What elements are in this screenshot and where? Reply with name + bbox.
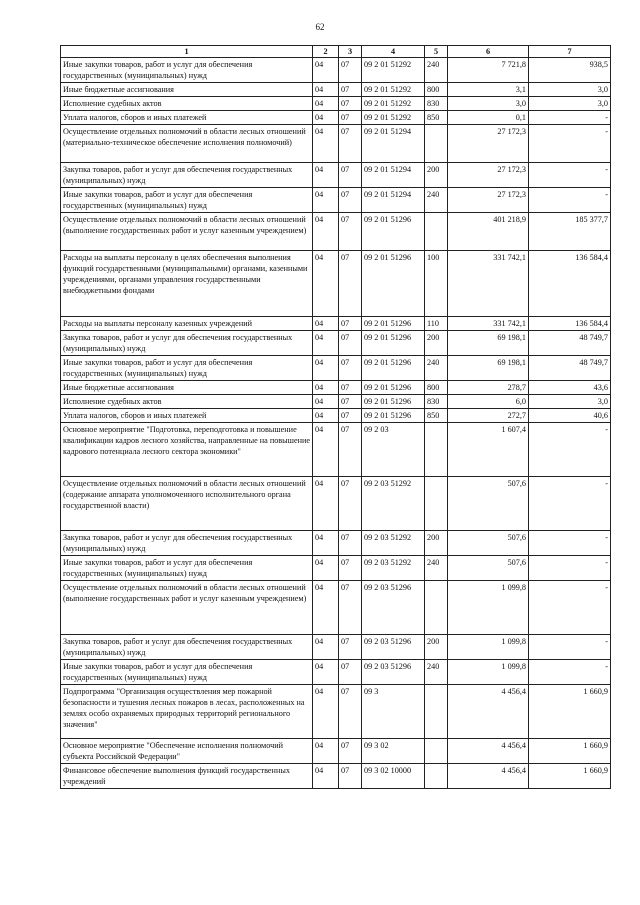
cell-amount-6: 507,6 bbox=[448, 531, 529, 556]
cell-target-article: 09 2 03 51292 bbox=[362, 477, 425, 531]
cell-section: 04 bbox=[313, 556, 339, 581]
cell-target-article: 09 2 01 51296 bbox=[362, 381, 425, 395]
table-row bbox=[61, 531, 611, 556]
header-col-6: 6 bbox=[448, 46, 529, 58]
table-row bbox=[61, 125, 611, 163]
cell-subsection: 07 bbox=[339, 251, 362, 317]
table-row bbox=[61, 356, 611, 381]
table-row bbox=[61, 58, 611, 83]
table-row bbox=[61, 581, 611, 635]
cell-name: Иные бюджетные ассигнования bbox=[61, 381, 313, 395]
cell-section: 04 bbox=[313, 423, 339, 477]
cell-target-article: 09 2 03 51296 bbox=[362, 581, 425, 635]
cell-target-article: 09 2 01 51296 bbox=[362, 395, 425, 409]
cell-section: 04 bbox=[313, 635, 339, 660]
cell-amount-7: 136 584,4 bbox=[529, 251, 611, 317]
cell-amount-6: 4 456,4 bbox=[448, 739, 529, 764]
cell-expense-type: 110 bbox=[425, 317, 448, 331]
cell-expense-type bbox=[425, 581, 448, 635]
cell-amount-7: - bbox=[529, 660, 611, 685]
table-row bbox=[61, 423, 611, 477]
table-header-row bbox=[61, 46, 611, 58]
cell-target-article: 09 2 03 51296 bbox=[362, 660, 425, 685]
cell-section: 04 bbox=[313, 188, 339, 213]
cell-amount-6: 401 218,9 bbox=[448, 213, 529, 251]
cell-amount-6: 1 099,8 bbox=[448, 635, 529, 660]
table-row bbox=[61, 395, 611, 409]
cell-subsection: 07 bbox=[339, 685, 362, 739]
cell-expense-type: 200 bbox=[425, 531, 448, 556]
cell-target-article: 09 2 01 51292 bbox=[362, 83, 425, 97]
page-number: 62 bbox=[315, 22, 325, 32]
cell-name: Подпрограмма "Организация осуществления мер пожарной безопасности и тушения лесных пожаров в лесах, расположенных на землях особо охраняемых природных территорий регионального значения" bbox=[61, 685, 313, 739]
cell-amount-7: - bbox=[529, 635, 611, 660]
cell-subsection: 07 bbox=[339, 97, 362, 111]
table-row bbox=[61, 317, 611, 331]
cell-subsection: 07 bbox=[339, 213, 362, 251]
cell-target-article: 09 2 03 51296 bbox=[362, 635, 425, 660]
cell-amount-6: 331 742,1 bbox=[448, 317, 529, 331]
cell-name: Исполнение судебных актов bbox=[61, 97, 313, 111]
cell-subsection: 07 bbox=[339, 409, 362, 423]
cell-name: Закупка товаров, работ и услуг для обеспечения государственных (муниципальных) нужд bbox=[61, 331, 313, 356]
cell-expense-type: 830 bbox=[425, 97, 448, 111]
cell-amount-7: - bbox=[529, 477, 611, 531]
cell-name: Исполнение судебных актов bbox=[61, 395, 313, 409]
budget-table bbox=[60, 45, 611, 789]
table-row bbox=[61, 764, 611, 789]
cell-subsection: 07 bbox=[339, 581, 362, 635]
cell-amount-6: 507,6 bbox=[448, 477, 529, 531]
cell-name: Уплата налогов, сборов и иных платежей bbox=[61, 409, 313, 423]
cell-subsection: 07 bbox=[339, 395, 362, 409]
cell-name: Уплата налогов, сборов и иных платежей bbox=[61, 111, 313, 125]
cell-section: 04 bbox=[313, 251, 339, 317]
cell-amount-6: 27 172,3 bbox=[448, 125, 529, 163]
cell-subsection: 07 bbox=[339, 381, 362, 395]
cell-section: 04 bbox=[313, 58, 339, 83]
cell-amount-6: 69 198,1 bbox=[448, 356, 529, 381]
cell-subsection: 07 bbox=[339, 125, 362, 163]
table-row bbox=[61, 660, 611, 685]
cell-expense-type: 850 bbox=[425, 409, 448, 423]
cell-name: Осуществление отдельных полномочий в области лесных отношений (содержание аппарата уполномоченного исполнительного органа государственной власти) bbox=[61, 477, 313, 531]
cell-expense-type bbox=[425, 685, 448, 739]
cell-amount-6: 27 172,3 bbox=[448, 188, 529, 213]
table-row bbox=[61, 409, 611, 423]
cell-amount-6: 272,7 bbox=[448, 409, 529, 423]
cell-expense-type: 830 bbox=[425, 395, 448, 409]
cell-name: Осуществление отдельных полномочий в области лесных отношений (выполнение государственных работ и услуг казенным учреждением) bbox=[61, 581, 313, 635]
cell-name: Расходы на выплаты персоналу казенных учреждений bbox=[61, 317, 313, 331]
cell-expense-type: 200 bbox=[425, 635, 448, 660]
table-row bbox=[61, 213, 611, 251]
cell-amount-6: 7 721,8 bbox=[448, 58, 529, 83]
header-col-4: 4 bbox=[362, 46, 425, 58]
cell-target-article: 09 2 03 51292 bbox=[362, 531, 425, 556]
cell-section: 04 bbox=[313, 125, 339, 163]
header-col-3: 3 bbox=[339, 46, 362, 58]
cell-section: 04 bbox=[313, 163, 339, 188]
cell-section: 04 bbox=[313, 764, 339, 789]
header-col-7: 7 bbox=[529, 46, 611, 58]
cell-amount-7: - bbox=[529, 188, 611, 213]
cell-amount-7: 43,6 bbox=[529, 381, 611, 395]
cell-name: Финансовое обеспечение выполнения функций государственных учреждений bbox=[61, 764, 313, 789]
cell-amount-7: - bbox=[529, 111, 611, 125]
cell-amount-7: 938,5 bbox=[529, 58, 611, 83]
cell-amount-6: 3,1 bbox=[448, 83, 529, 97]
cell-name: Основное мероприятие "Подготовка, переподготовка и повышение квалификации кадров лесного хозяйства, направленные на повышение кадрового потенциала лесного сектора экономики" bbox=[61, 423, 313, 477]
cell-subsection: 07 bbox=[339, 477, 362, 531]
table-row bbox=[61, 111, 611, 125]
cell-amount-7: 40,6 bbox=[529, 409, 611, 423]
cell-target-article: 09 2 01 51294 bbox=[362, 188, 425, 213]
table-row bbox=[61, 556, 611, 581]
cell-name: Иные закупки товаров, работ и услуг для обеспечения государственных (муниципальных) нужд bbox=[61, 356, 313, 381]
cell-section: 04 bbox=[313, 83, 339, 97]
table-body bbox=[61, 58, 611, 789]
cell-expense-type bbox=[425, 764, 448, 789]
cell-amount-7: 3,0 bbox=[529, 97, 611, 111]
cell-target-article: 09 2 01 51294 bbox=[362, 125, 425, 163]
cell-expense-type: 200 bbox=[425, 163, 448, 188]
cell-amount-7: 3,0 bbox=[529, 83, 611, 97]
table-row bbox=[61, 477, 611, 531]
cell-name: Иные закупки товаров, работ и услуг для обеспечения государственных (муниципальных) нужд bbox=[61, 58, 313, 83]
cell-subsection: 07 bbox=[339, 739, 362, 764]
cell-subsection: 07 bbox=[339, 331, 362, 356]
cell-target-article: 09 2 01 51296 bbox=[362, 356, 425, 381]
cell-amount-6: 6,0 bbox=[448, 395, 529, 409]
cell-subsection: 07 bbox=[339, 111, 362, 125]
cell-amount-6: 4 456,4 bbox=[448, 685, 529, 739]
cell-subsection: 07 bbox=[339, 423, 362, 477]
cell-expense-type: 100 bbox=[425, 251, 448, 317]
cell-target-article: 09 3 bbox=[362, 685, 425, 739]
cell-amount-7: - bbox=[529, 163, 611, 188]
cell-section: 04 bbox=[313, 97, 339, 111]
cell-expense-type: 240 bbox=[425, 556, 448, 581]
cell-amount-7: 1 660,9 bbox=[529, 685, 611, 739]
cell-target-article: 09 3 02 10000 bbox=[362, 764, 425, 789]
cell-name: Иные бюджетные ассигнования bbox=[61, 83, 313, 97]
cell-section: 04 bbox=[313, 739, 339, 764]
cell-amount-7: 1 660,9 bbox=[529, 739, 611, 764]
cell-subsection: 07 bbox=[339, 58, 362, 83]
cell-target-article: 09 2 01 51292 bbox=[362, 58, 425, 83]
cell-section: 04 bbox=[313, 356, 339, 381]
cell-target-article: 09 2 01 51296 bbox=[362, 251, 425, 317]
cell-name: Иные закупки товаров, работ и услуг для обеспечения государственных (муниципальных) нужд bbox=[61, 556, 313, 581]
cell-section: 04 bbox=[313, 331, 339, 356]
cell-name: Закупка товаров, работ и услуг для обеспечения государственных (муниципальных) нужд bbox=[61, 163, 313, 188]
cell-section: 04 bbox=[313, 381, 339, 395]
cell-expense-type bbox=[425, 125, 448, 163]
cell-amount-7: 185 377,7 bbox=[529, 213, 611, 251]
cell-expense-type bbox=[425, 477, 448, 531]
table-row bbox=[61, 635, 611, 660]
cell-amount-7: - bbox=[529, 423, 611, 477]
cell-name: Иные закупки товаров, работ и услуг для обеспечения государственных (муниципальных) нужд bbox=[61, 660, 313, 685]
cell-amount-7: - bbox=[529, 125, 611, 163]
table-row bbox=[61, 97, 611, 111]
cell-section: 04 bbox=[313, 581, 339, 635]
cell-expense-type: 240 bbox=[425, 356, 448, 381]
table-row bbox=[61, 739, 611, 764]
cell-target-article: 09 2 03 bbox=[362, 423, 425, 477]
cell-amount-6: 27 172,3 bbox=[448, 163, 529, 188]
cell-subsection: 07 bbox=[339, 556, 362, 581]
cell-amount-6: 1 099,8 bbox=[448, 581, 529, 635]
cell-section: 04 bbox=[313, 660, 339, 685]
cell-target-article: 09 2 01 51296 bbox=[362, 213, 425, 251]
cell-section: 04 bbox=[313, 317, 339, 331]
cell-expense-type: 200 bbox=[425, 331, 448, 356]
cell-section: 04 bbox=[313, 409, 339, 423]
cell-amount-6: 1 607,4 bbox=[448, 423, 529, 477]
cell-amount-7: 48 749,7 bbox=[529, 331, 611, 356]
cell-expense-type: 800 bbox=[425, 381, 448, 395]
cell-amount-6: 331 742,1 bbox=[448, 251, 529, 317]
cell-subsection: 07 bbox=[339, 163, 362, 188]
cell-amount-7: 1 660,9 bbox=[529, 764, 611, 789]
cell-target-article: 09 2 01 51292 bbox=[362, 97, 425, 111]
header-col-1: 1 bbox=[61, 46, 313, 58]
table-row bbox=[61, 331, 611, 356]
cell-name: Закупка товаров, работ и услуг для обеспечения государственных (муниципальных) нужд bbox=[61, 531, 313, 556]
cell-amount-6: 0,1 bbox=[448, 111, 529, 125]
cell-expense-type: 850 bbox=[425, 111, 448, 125]
cell-expense-type bbox=[425, 423, 448, 477]
table-row bbox=[61, 163, 611, 188]
cell-expense-type: 240 bbox=[425, 188, 448, 213]
cell-name: Закупка товаров, работ и услуг для обеспечения государственных (муниципальных) нужд bbox=[61, 635, 313, 660]
table-row bbox=[61, 83, 611, 97]
cell-subsection: 07 bbox=[339, 531, 362, 556]
cell-section: 04 bbox=[313, 213, 339, 251]
cell-name: Расходы на выплаты персоналу в целях обеспечения выполнения функций государственными (муниципальными) органами, казенными учреждениями, органами управления государственными внебюджетными фондами bbox=[61, 251, 313, 317]
cell-name: Осуществление отдельных полномочий в области лесных отношений (выполнение государственных работ и услуг казенным учреждением) bbox=[61, 213, 313, 251]
cell-expense-type: 240 bbox=[425, 660, 448, 685]
table-row bbox=[61, 251, 611, 317]
cell-expense-type: 800 bbox=[425, 83, 448, 97]
cell-amount-7: - bbox=[529, 531, 611, 556]
cell-name: Основное мероприятие "Обеспечение исполнения полномочий субъекта Российской Федерации" bbox=[61, 739, 313, 764]
header-col-5: 5 bbox=[425, 46, 448, 58]
cell-amount-7: 136 584,4 bbox=[529, 317, 611, 331]
table-row bbox=[61, 685, 611, 739]
cell-target-article: 09 2 01 51292 bbox=[362, 111, 425, 125]
cell-section: 04 bbox=[313, 477, 339, 531]
cell-amount-7: - bbox=[529, 581, 611, 635]
cell-target-article: 09 2 03 51292 bbox=[362, 556, 425, 581]
cell-target-article: 09 2 01 51296 bbox=[362, 331, 425, 356]
cell-target-article: 09 2 01 51296 bbox=[362, 409, 425, 423]
cell-target-article: 09 2 01 51294 bbox=[362, 163, 425, 188]
cell-name: Иные закупки товаров, работ и услуг для обеспечения государственных (муниципальных) нужд bbox=[61, 188, 313, 213]
cell-amount-6: 4 456,4 bbox=[448, 764, 529, 789]
cell-section: 04 bbox=[313, 111, 339, 125]
cell-subsection: 07 bbox=[339, 188, 362, 213]
cell-amount-6: 69 198,1 bbox=[448, 331, 529, 356]
cell-subsection: 07 bbox=[339, 764, 362, 789]
table-row bbox=[61, 188, 611, 213]
cell-subsection: 07 bbox=[339, 660, 362, 685]
cell-amount-6: 278,7 bbox=[448, 381, 529, 395]
cell-subsection: 07 bbox=[339, 317, 362, 331]
cell-amount-7: 48 749,7 bbox=[529, 356, 611, 381]
cell-name: Осуществление отдельных полномочий в области лесных отношений (материально-техническое обеспечение исполнения полномочий) bbox=[61, 125, 313, 163]
cell-section: 04 bbox=[313, 395, 339, 409]
cell-expense-type bbox=[425, 739, 448, 764]
header-col-2: 2 bbox=[313, 46, 339, 58]
cell-expense-type: 240 bbox=[425, 58, 448, 83]
table-row bbox=[61, 381, 611, 395]
cell-amount-6: 1 099,8 bbox=[448, 660, 529, 685]
cell-section: 04 bbox=[313, 531, 339, 556]
cell-amount-6: 3,0 bbox=[448, 97, 529, 111]
cell-subsection: 07 bbox=[339, 83, 362, 97]
cell-subsection: 07 bbox=[339, 635, 362, 660]
cell-subsection: 07 bbox=[339, 356, 362, 381]
cell-amount-7: 3,0 bbox=[529, 395, 611, 409]
cell-target-article: 09 3 02 bbox=[362, 739, 425, 764]
cell-section: 04 bbox=[313, 685, 339, 739]
cell-amount-6: 507,6 bbox=[448, 556, 529, 581]
cell-target-article: 09 2 01 51296 bbox=[362, 317, 425, 331]
cell-expense-type bbox=[425, 213, 448, 251]
cell-amount-7: - bbox=[529, 556, 611, 581]
